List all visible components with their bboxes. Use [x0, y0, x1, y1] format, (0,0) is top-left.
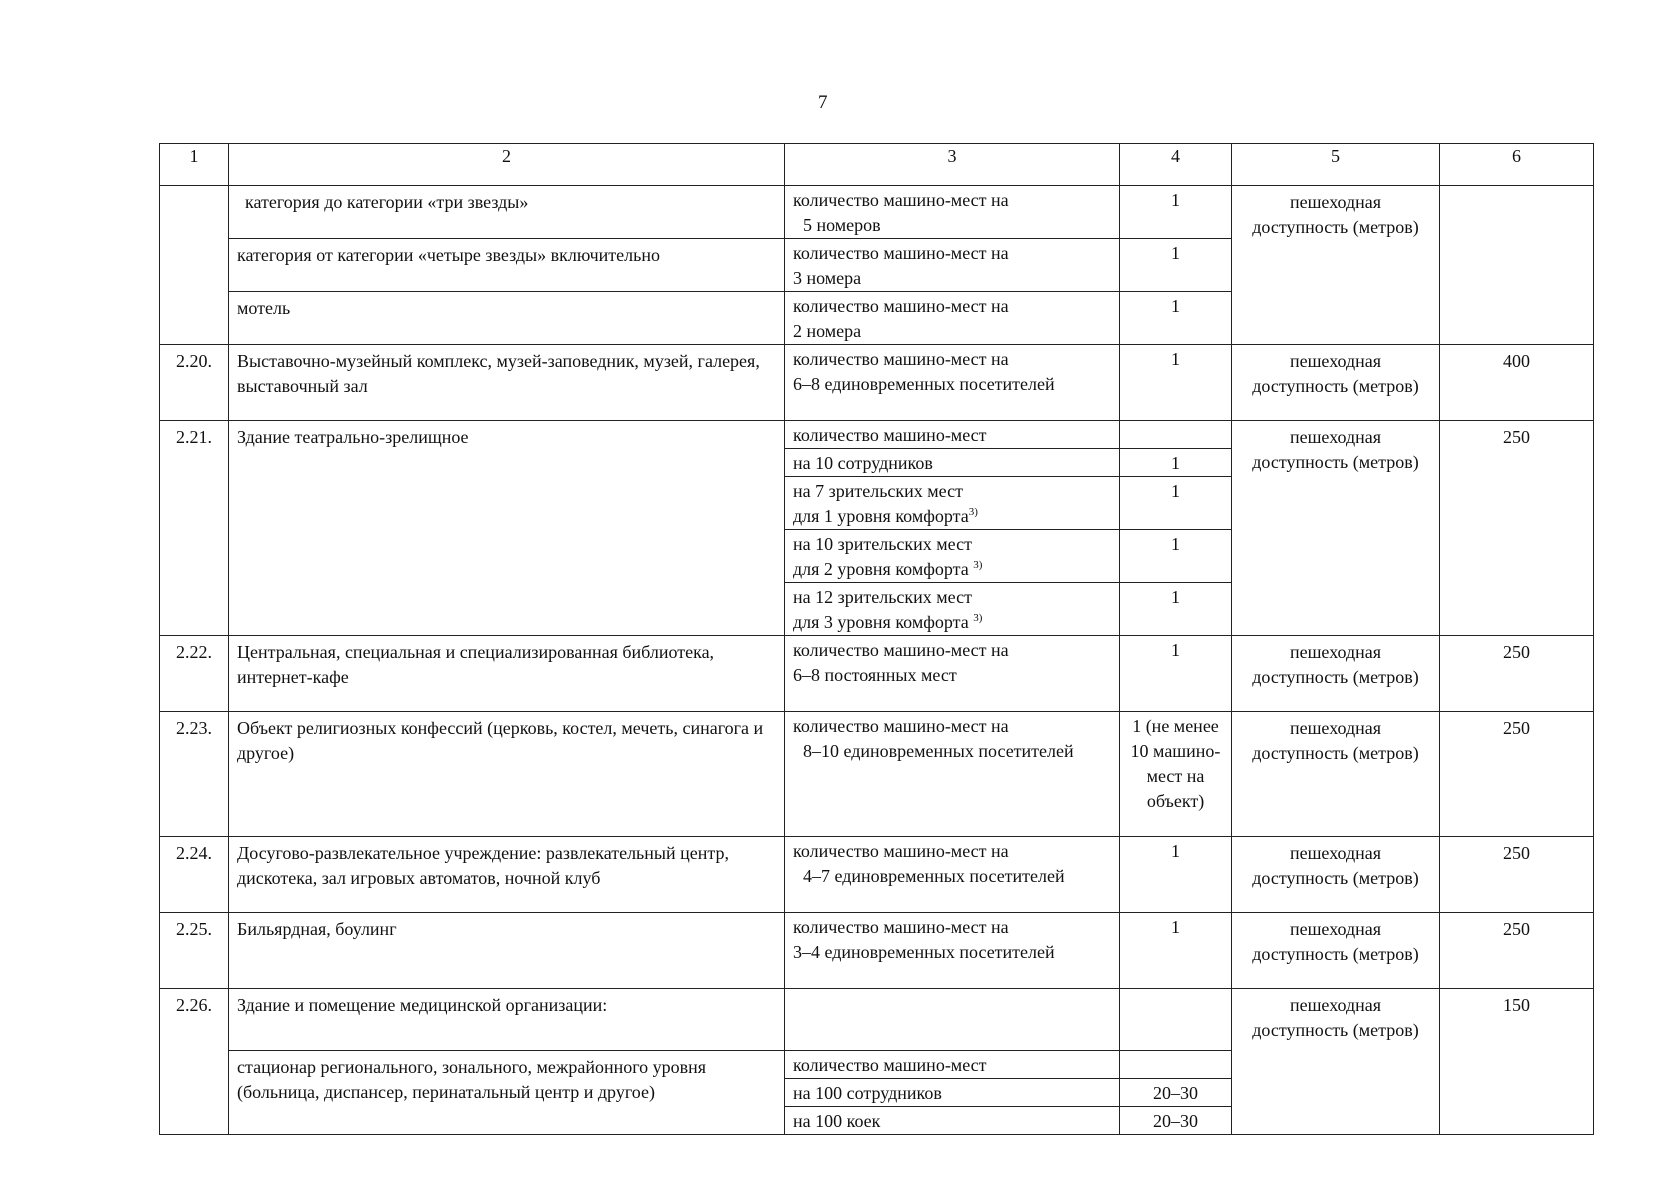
row-access: пешеходная доступность (метров) — [1232, 345, 1440, 421]
row-unit: на 10 сотрудников — [785, 449, 1120, 477]
row-value: 1 — [1120, 449, 1232, 477]
row-value: 1 — [1120, 583, 1232, 636]
row-number — [160, 186, 229, 345]
table-row — [160, 345, 1594, 421]
row-name: Досугово-развлекательное учреждение: развлекательный центр, дискотека, зал игровых автоматов, ночной клуб — [229, 837, 785, 913]
row-value: 1 — [1120, 913, 1232, 989]
row-distance: 250 — [1440, 837, 1594, 913]
table-row — [160, 712, 1594, 837]
row-value: 1 — [1120, 530, 1232, 583]
table-row — [160, 913, 1594, 989]
row-unit: на 100 сотрудников — [785, 1079, 1120, 1107]
header-row — [160, 144, 1594, 186]
row-value: 1 — [1120, 186, 1232, 239]
row-name: Здание и помещение медицинской организации: — [229, 989, 785, 1051]
row-name: Бильярдная, боулинг — [229, 913, 785, 989]
row-distance — [1440, 186, 1594, 345]
row-distance: 250 — [1440, 712, 1594, 837]
row-unit: на 100 коек — [785, 1107, 1120, 1135]
row-number: 2.26. — [160, 989, 229, 1135]
header-cell: 3 — [785, 144, 1120, 186]
row-access: пешеходная доступность (метров) — [1232, 913, 1440, 989]
row-unit: количество машино-мест на 5 номеров — [785, 186, 1120, 239]
row-distance: 400 — [1440, 345, 1594, 421]
row-value — [1120, 421, 1232, 449]
row-name: Выставочно-музейный комплекс, музей-заповедник, музей, галерея, выставочный зал — [229, 345, 785, 421]
row-name: категория от категории «четыре звезды» включительно — [229, 239, 785, 292]
row-number: 2.25. — [160, 913, 229, 989]
row-unit: количество машино-мест — [785, 421, 1120, 449]
row-unit: количество машино-мест на 4–7 единовременных посетителей — [785, 837, 1120, 913]
row-distance: 250 — [1440, 913, 1594, 989]
row-distance: 250 — [1440, 421, 1594, 636]
row-unit — [785, 989, 1120, 1051]
header-cell: 6 — [1440, 144, 1594, 186]
row-unit: количество машино-мест на 2 номера — [785, 292, 1120, 345]
row-name: Объект религиозных конфессий (церковь, костел, мечеть, синагога и другое) — [229, 712, 785, 837]
row-unit: на 10 зрительских мест для 2 уровня комфорта $^{3)}$ — [785, 530, 1120, 583]
page-number: 7 — [818, 92, 828, 113]
row-unit: количество машино-мест — [785, 1051, 1120, 1079]
row-number: 2.20. — [160, 345, 229, 421]
table-row — [160, 989, 1594, 1051]
row-access: пешеходная доступность (метров) — [1232, 186, 1440, 345]
row-number: 2.23. — [160, 712, 229, 837]
row-number: 2.22. — [160, 636, 229, 712]
row-value: 1 — [1120, 292, 1232, 345]
header-cell: 1 — [160, 144, 229, 186]
row-name: Центральная, специальная и специализированная библиотека, интернет-кафе — [229, 636, 785, 712]
row-unit: на 7 зрительских мест для 1 уровня комфорта$^{3)}$ — [785, 477, 1120, 530]
row-unit: на 12 зрительских мест для 3 уровня комфорта $^{3)}$ — [785, 583, 1120, 636]
row-number: 2.24. — [160, 837, 229, 913]
row-unit: количество машино-мест на 3 номера — [785, 239, 1120, 292]
row-unit: количество машино-мест на 6–8 единовременных посетителей — [785, 345, 1120, 421]
row-distance: 150 — [1440, 989, 1594, 1135]
row-name: мотель — [229, 292, 785, 345]
row-access: пешеходная доступность (метров) — [1232, 636, 1440, 712]
footnote-mark: 3) — [973, 612, 983, 624]
parking-norms-table — [159, 143, 1594, 1135]
row-value — [1120, 1051, 1232, 1079]
table-row — [160, 837, 1594, 913]
table-row — [160, 636, 1594, 712]
row-value: 20–30 — [1120, 1079, 1232, 1107]
row-value: 1 — [1120, 636, 1232, 712]
row-unit: количество машино-мест на 8–10 единовременных посетителей — [785, 712, 1120, 837]
row-number: 2.21. — [160, 421, 229, 636]
row-value: 1 — [1120, 345, 1232, 421]
row-access: пешеходная доступность (метров) — [1232, 421, 1440, 636]
row-access: пешеходная доступность (метров) — [1232, 837, 1440, 913]
row-value — [1120, 989, 1232, 1051]
row-access: пешеходная доступность (метров) — [1232, 712, 1440, 837]
row-unit: количество машино-мест на 6–8 постоянных мест — [785, 636, 1120, 712]
row-name: стационар регионального, зонального, межрайонного уровня (больница, диспансер, перинатальный центр и другое) — [229, 1051, 785, 1135]
row-value: 1 — [1120, 239, 1232, 292]
table-row — [160, 421, 1594, 449]
header-cell: 5 — [1232, 144, 1440, 186]
row-unit: количество машино-мест на 3–4 единовременных посетителей — [785, 913, 1120, 989]
footnote-mark: 3) — [968, 506, 978, 518]
footnote-mark: 3) — [973, 559, 983, 571]
row-value: 1 (не менее 10 машино-мест на объект) — [1120, 712, 1232, 837]
header-cell: 4 — [1120, 144, 1232, 186]
row-name: Здание театрально-зрелищное — [229, 421, 785, 636]
row-name: категория до категории «три звезды» — [229, 186, 785, 239]
row-value: 20–30 — [1120, 1107, 1232, 1135]
header-cell: 2 — [229, 144, 785, 186]
table-row — [160, 186, 1594, 239]
row-distance: 250 — [1440, 636, 1594, 712]
row-value: 1 — [1120, 837, 1232, 913]
row-value: 1 — [1120, 477, 1232, 530]
row-access: пешеходная доступность (метров) — [1232, 989, 1440, 1135]
